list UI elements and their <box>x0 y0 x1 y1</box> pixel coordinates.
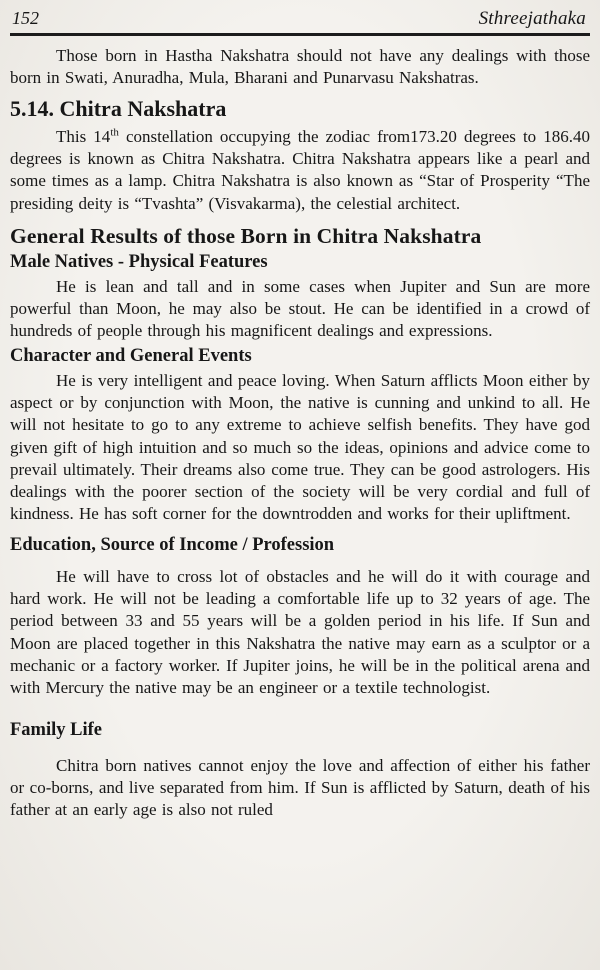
header-rule <box>10 33 590 36</box>
paragraph-hastha-warning: Those born in Hastha Nakshatra should not have any dealings with those born in Swati, Anuradha, Mula, Bharani and Punarvasu Nakshatras. <box>10 46 590 88</box>
heading-general-results: General Results of those Born in Chitra Nakshatra <box>10 223 482 248</box>
page-number: 152 <box>12 8 39 28</box>
heading-male-physical-features: Male Natives - Physical Features <box>10 251 268 272</box>
section-heading-chitra-nakshatra: 5.14. Chitra Nakshatra <box>10 95 227 121</box>
page-header <box>10 6 590 33</box>
heading-family-life: Family Life <box>10 719 102 740</box>
running-title: Sthreejathaka <box>478 8 586 29</box>
paragraph-text-pre: This 14 <box>56 126 111 146</box>
paragraph-constellation-intro <box>10 126 590 215</box>
paragraph-character-events: He is very intelligent and peace loving. When Saturn afflicts Moon either by aspect or by conjunction with Moon, the native is cunning and unkind to all. He will not hesitate to go to any extreme to achieve selfish benefits. They have god given gift of high intuition and so much so the ideas, opinions and advice come to prevail ultimately. Their dreams also come true. They can be good astrologers. His dealings with the poorer section of the society will be very cordial and full of kindness. He has soft corner for the downtrodden and works for their upliftment. <box>10 370 590 524</box>
heading-character-general-events: Character and General Events <box>10 345 252 366</box>
ordinal-suffix: th <box>110 126 119 139</box>
paragraph-family-life: Chitra born natives cannot enjoy the love and affection of either his father or co-borns, and live separated from him. If Sun is afflicted by Saturn, death of his father at an early age is also not ruled <box>10 755 590 820</box>
heading-education-income-profession: Education, Source of Income / Profession <box>10 534 335 555</box>
paragraph-education-profession: He will have to cross lot of obstacles and he will do it with courage and hard work. He will not be leading a comfortable life up to 32 years of age. The period between 33 and 55 years will be a golden period in his life. If Sun and Moon are placed together in this Nakshatra the native may earn as a sculptor or a mechanic or a factory worker. If Jupiter joins, he will be in the political arena and with Mercury the native may be an engineer or a textile technologist. <box>10 566 590 698</box>
paragraph-text-post: constellation occupying the zodiac from173.20 degrees to 186.40 degrees is known as Chitra Nakshatra. Chitra Nakshatra appears like a pearl and some times as a lamp. Chitra Nakshatra is also known as “Star of Prosperity “The presiding deity is “Tvashta” (Visvakarma), the celestial architect. <box>10 126 590 213</box>
paragraph-physical-features: He is lean and tall and in some cases when Jupiter and Sun are more powerful than Moon, he may also be stout. He can be identified in a crowd of hundreds of people through his magnificent dealings and expressions. <box>10 276 590 341</box>
